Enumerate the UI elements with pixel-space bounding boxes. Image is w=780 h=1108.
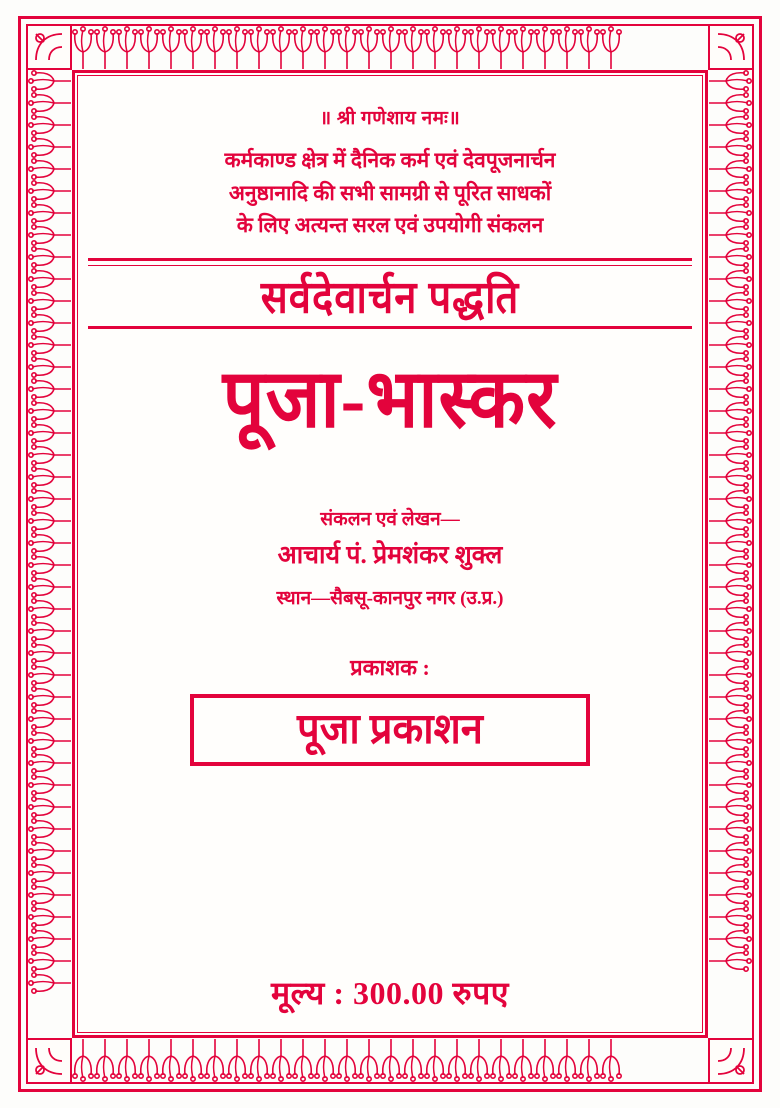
fan-ornament-icon [28,92,72,114]
fan-ornament-icon [28,510,72,532]
fan-ornament-icon [708,884,752,906]
fan-ornament-icon [708,576,752,598]
fan-ornament-icon [708,664,752,686]
fan-ornament-icon [708,268,752,290]
fan-ornament-icon [28,576,72,598]
fan-ornament-icon [270,1038,292,1082]
ornament-strip-bottom [28,1038,752,1082]
fan-ornament-icon [708,312,752,334]
fan-ornament-icon [534,1038,556,1082]
fan-ornament-icon [402,26,424,70]
blurb-line: कर्मकाण्ड क्षेत्र में दैनिक कर्म एवं देवपूजनार्चन [224,148,556,172]
blurb-line: के लिए अत्यन्त सरल एवं उपयोगी संकलन [236,213,544,238]
fan-ornament-icon [94,1038,116,1082]
fan-ornament-icon [28,224,72,246]
fan-ornament-icon [512,26,534,70]
fan-ornament-icon [28,466,72,488]
fan-ornament-icon [708,642,752,664]
fan-ornament-icon [446,26,468,70]
fan-ornament-icon [708,444,752,466]
fan-ornament-icon [424,26,446,70]
fan-ornament-icon [708,180,752,202]
fan-ornament-icon [72,1038,94,1082]
fan-ornament-icon [28,928,72,950]
series-title-band [88,271,692,329]
fan-ornament-icon [28,532,72,554]
fan-ornament-icon [292,26,314,70]
fan-ornament-icon [204,26,226,70]
fan-ornament-icon [468,26,490,70]
fan-ornament-icon [708,202,752,224]
fan-ornament-icon [28,598,72,620]
fan-ornament-icon [28,312,72,334]
fan-ornament-icon [708,752,752,774]
fan-ornament-icon [28,664,72,686]
fan-ornament-icon [708,158,752,180]
fan-ornament-icon [708,708,752,730]
fan-ornament-icon [708,334,752,356]
fan-ornament-icon [708,378,752,400]
fan-ornament-icon [28,158,72,180]
fan-ornament-icon [708,290,752,312]
fan-ornament-icon [28,686,72,708]
fan-ornament-icon [28,290,72,312]
fan-ornament-icon [28,268,72,290]
fan-ornament-icon [160,1038,182,1082]
fan-ornament-icon [600,26,622,70]
fan-ornament-icon [708,356,752,378]
fan-ornament-icon [556,1038,578,1082]
fan-ornament-icon [490,26,512,70]
publisher-box [190,694,590,766]
fan-ornament-icon [512,1038,534,1082]
credits-block [88,506,692,611]
fan-ornament-icon [116,26,138,70]
ornament-strip-top [28,26,752,70]
fan-ornament-icon [28,488,72,510]
fan-ornament-icon [708,554,752,576]
fan-ornament-icon [708,928,752,950]
fan-ornament-icon [708,400,752,422]
fan-ornament-icon [708,136,752,158]
fan-ornament-icon [708,246,752,268]
fan-ornament-icon [28,180,72,202]
ornament-strip-left [28,26,72,1082]
fan-ornament-icon [28,422,72,444]
fan-ornament-icon [28,554,72,576]
fan-ornament-icon [182,1038,204,1082]
fan-ornament-icon [708,774,752,796]
author-name: आचार्य पं. प्रेमशंकर शुक्ल [277,542,503,570]
fan-ornament-icon [28,906,72,928]
fan-ornament-icon [708,840,752,862]
fan-ornament-icon [226,1038,248,1082]
blurb-line: अनुष्ठानादि की सभी सामग्री से पूरित साधकों [228,180,552,205]
fan-ornament-icon [72,26,94,70]
fan-ornament-icon [708,224,752,246]
fan-ornament-icon [28,378,72,400]
fan-ornament-icon [28,70,72,92]
fan-ornament-icon [314,26,336,70]
fan-ornament-icon [160,26,182,70]
fan-ornament-icon [248,26,270,70]
fan-ornament-icon [490,1038,512,1082]
publisher-label: प्रकाशक : [350,655,430,681]
fan-ornament-icon [138,1038,160,1082]
fan-ornament-icon [600,1038,622,1082]
price-text: मूल्य : 300.00 रुपए [271,975,509,1011]
fan-ornament-icon [28,752,72,774]
fan-ornament-icon [708,906,752,928]
fan-ornament-icon [446,1038,468,1082]
corner-rosette-bottom-right [708,1038,754,1084]
fan-ornament-icon [28,840,72,862]
fan-ornament-icon [28,950,72,972]
fan-ornament-icon [708,532,752,554]
fan-ornament-icon [28,730,72,752]
fan-ornament-icon [116,1038,138,1082]
fan-ornament-icon [28,818,72,840]
fan-ornament-icon [28,708,72,730]
fan-ornament-icon [28,136,72,158]
fan-ornament-icon [708,620,752,642]
fan-ornament-icon [708,70,752,92]
fan-ornament-icon [358,1038,380,1082]
fan-ornament-icon [708,114,752,136]
fan-ornament-icon [578,26,600,70]
fan-ornament-icon [358,26,380,70]
fan-ornament-icon [424,1038,446,1082]
fan-ornament-icon [708,818,752,840]
invocation-line: ॥ श्री गणेशाय नमः॥ [319,108,461,129]
fan-ornament-icon [28,972,72,994]
fan-ornament-icon [708,598,752,620]
fan-ornament-icon [28,796,72,818]
fan-ornament-icon [248,1038,270,1082]
fan-ornament-icon [402,1038,424,1082]
fan-ornament-icon [28,884,72,906]
fan-ornament-icon [708,730,752,752]
fan-ornament-icon [578,1038,600,1082]
series-title: सर्वदेवार्चन पद्धति [260,271,520,323]
corner-rosette-top-right [708,24,754,70]
fan-ornament-icon [28,862,72,884]
fan-ornament-icon [314,1038,336,1082]
fan-ornament-icon [28,246,72,268]
fan-ornament-icon [708,796,752,818]
fan-ornament-icon [336,1038,358,1082]
fan-ornament-icon [28,356,72,378]
fan-ornament-icon [336,26,358,70]
corner-rosette-bottom-left [26,1038,72,1084]
fan-ornament-icon [708,686,752,708]
fan-ornament-icon [708,950,752,972]
fan-ornament-icon [226,26,248,70]
fan-ornament-icon [28,114,72,136]
fan-ornament-icon [204,1038,226,1082]
credits-role-label: संकलन एवं लेखन— [320,508,460,530]
fan-ornament-icon [708,488,752,510]
fan-ornament-icon [28,774,72,796]
ornament-strip-right [708,26,752,1082]
book-title: पूजा-भास्कर [222,354,558,445]
fan-ornament-icon [28,400,72,422]
fan-ornament-icon [28,620,72,642]
fan-ornament-icon [708,510,752,532]
fan-ornament-icon [468,1038,490,1082]
fan-ornament-icon [28,202,72,224]
fan-ornament-icon [292,1038,314,1082]
fan-ornament-icon [28,444,72,466]
description-blurb [88,144,692,242]
fan-ornament-icon [380,26,402,70]
fan-ornament-icon [270,26,292,70]
publisher-name: पूजा प्रकाशन [297,704,483,753]
cover-content [88,86,692,1022]
fan-ornament-icon [708,862,752,884]
fan-ornament-icon [534,26,556,70]
fan-ornament-icon [138,26,160,70]
fan-ornament-icon [556,26,578,70]
fan-ornament-icon [182,26,204,70]
fan-ornament-icon [28,642,72,664]
fan-ornament-icon [708,92,752,114]
corner-rosette-top-left [26,24,72,70]
fan-ornament-icon [94,26,116,70]
author-place: स्थान—सैबसू-कानपुर नगर (उ.प्र.) [276,588,504,610]
fan-ornament-icon [708,422,752,444]
fan-ornament-icon [708,466,752,488]
fan-ornament-icon [28,334,72,356]
fan-ornament-icon [380,1038,402,1082]
divider-double-rule [88,258,692,266]
